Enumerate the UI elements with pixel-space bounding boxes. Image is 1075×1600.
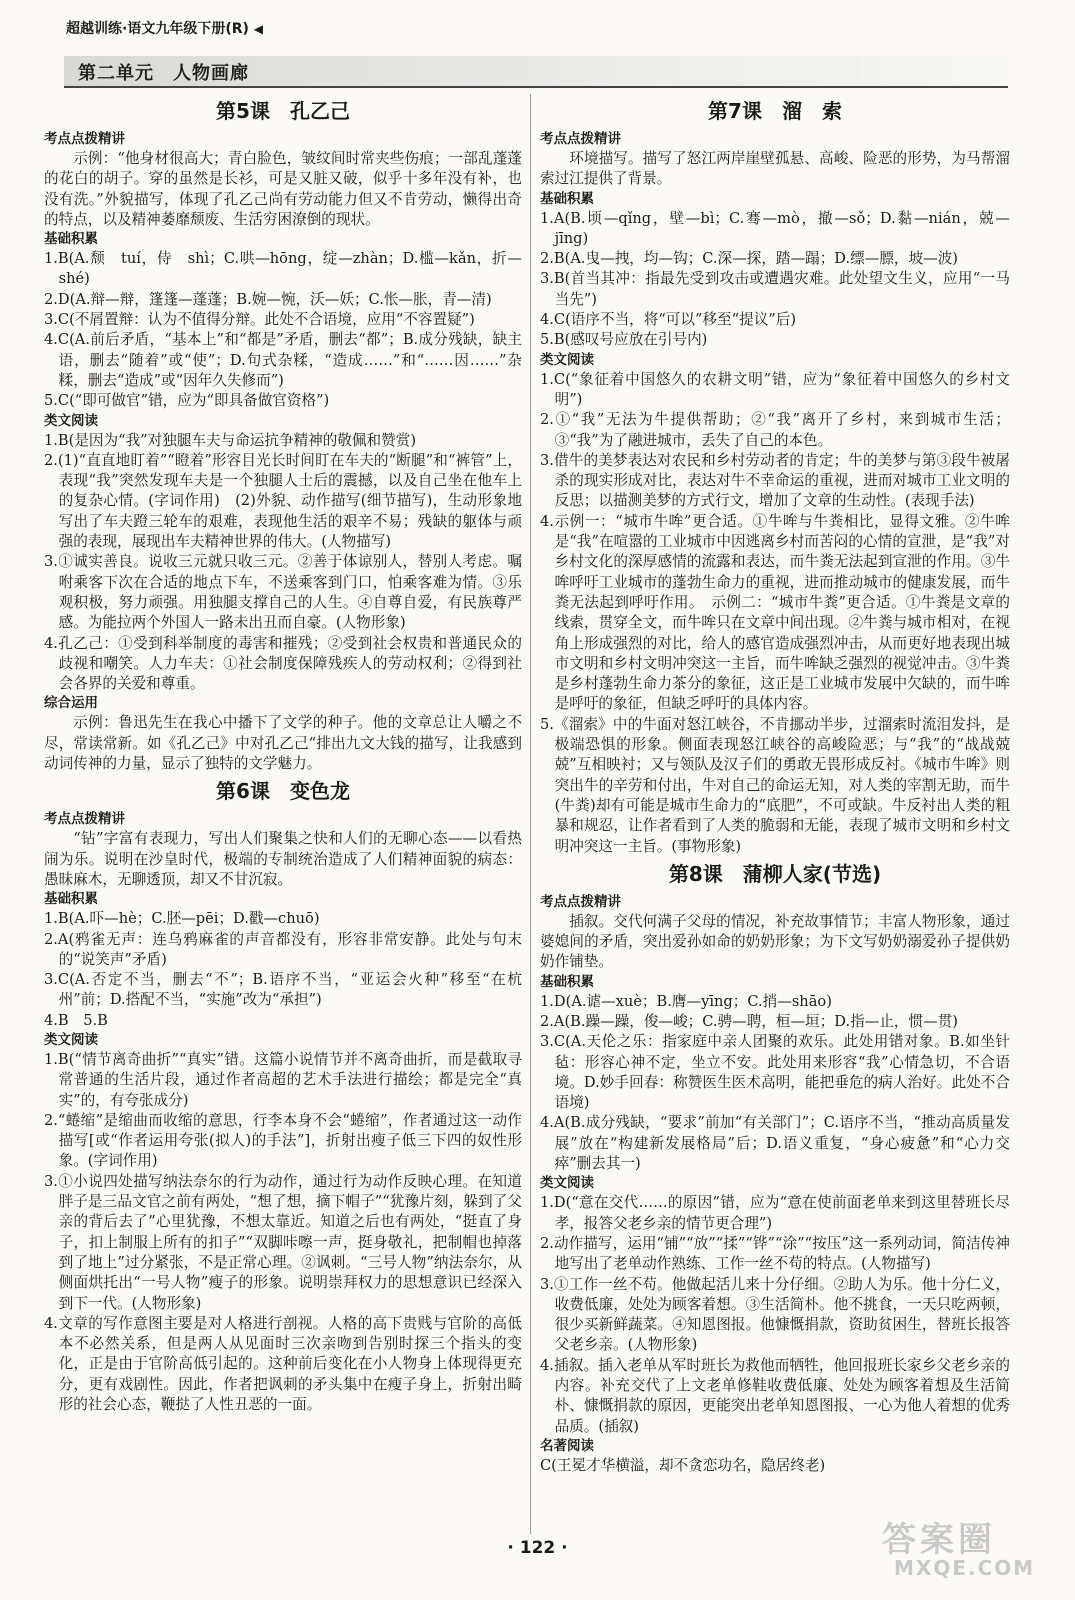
- answer-item: 3.借牛的美梦表达对农民和乡村劳动者的肯定；牛的美梦与第③段牛被屠杀的现实形成对比，表达对牛不幸命运的重视，进而对城市工业文明的反思；以描测美梦的方式行文，增加了文章的生动性。(表现手法): [540, 451, 1010, 510]
- watermark-text: 答案圈: [882, 1520, 996, 1560]
- header-arrow-icon: ◀: [253, 22, 264, 36]
- answer-item: 3.①工作一丝不苟。他做起活儿来十分仔细。②助人为乐。他十分仁义，收费低廉，处处为顾客着想。③生活简朴。他不挑食，一天只吃两顿，很少买新鲜蔬菜。④知恩图报。他慷慨捐款，资助贫困生，替班长报答父老乡亲。(人物形象): [540, 1275, 1010, 1354]
- left-column: [44, 94, 522, 1415]
- answer-item: 4.示例一：“城市牛哞”更合适。①牛哞与牛粪相比，显得文雅。②牛哞是“我”在喧嚣的工业城市中因逃离乡村而苦闷的心情的宣泄，是“我”对乡村文化的深厚感情的流露和表达，而牛粪无法起到宣泄的作用。③牛哞呼吁工业城市的蓬勃生命力的重视，进而推动城市的健康发展，而牛粪无法起到呼吁作用。 示例二：“城市牛粪”更合适。①牛粪是文章的线索，贯穿全文，而牛哞只在文章中间出现。②牛粪与城市相对，在视角上形成强烈的对比，给人的感官造成强烈冲击，从而更好地表现出城市文明和乡村文明冲突这一主旨，而牛哞缺乏强烈的视觉冲击。③牛粪是乡村蓬勃生命力茶分的象征，这正是工业城市发展中欠缺的，而牛哞是呼吁的象征，但缺乏呼吁的具体内容。: [540, 512, 1010, 713]
- watermark-logo: [876, 1510, 1046, 1584]
- answer-item: 3.C(A.否定不当，删去“不”；B.语序不当，“亚运会火种”移至“在杭州”前；D.搭配不当，“实施”改为“承担”): [44, 971, 522, 1009]
- section-heading: 基础积累: [44, 891, 98, 908]
- answer-item: 4.文章的写作意图主要是对人格进行剖视。人格的高下贵贱与官阶的高低本不必然关系，但是两人从见面时三次亲吻到告别时探三个指头的变化，正是由于官阶高低引起的。这种前后变化在小人物身上体现得更充分，更有戏剧性。因此，作者把讽刺的矛头集中在瘦子身上，折射出畸形的社会心态，鞭挞了人性丑恶的一面。: [44, 1314, 522, 1414]
- section-heading: 考点点拨精讲: [44, 811, 125, 828]
- answer-item: 3.①诚实善良。说收三元就只收三元。②善于体谅别人，替别人考虑。嘱咐乘客下次在合适的地点下车，不送乘客到门口，怕乘客难为情。③乐观积极，努力顽强。用独腿支撑自己的人生。④自尊自爱，有民族尊严感。为能拉两个外国人一路未出丑而自豪。(人物形象): [44, 553, 522, 632]
- answer-item: C(王冕才华横溢，却不贪恋功名，隐居终老): [540, 1456, 826, 1474]
- answer-item: 4.C(A.前后矛盾，“基本上”和“都是”矛盾，删去“都”；B.成分残缺，缺主语，删去“随着”或“使”；D.句式杂糅，“造成……”和“……因……”杂糅，删去“造成”或“因年久失修而”): [44, 331, 522, 389]
- answer-item: 2.“蜷缩”是缩曲而收缩的意思，行李本身不会“蜷缩”，作者通过这一动作描写[或“作者运用夸张(拟人)的手法”]，折射出瘦子低三下四的奴性形象。(字词作用): [44, 1111, 522, 1170]
- header-text: 超越训练·语文九年级下册(R): [66, 21, 249, 37]
- answer-item: 5.《溜索》中的牛面对怒江峡谷，不肯挪动半步，过溜索时流泪发抖，是极端恐惧的形象。侧面表现怒江峡谷的高峻险恶；与“我”的“战战兢兢”互相映衬；又与领队及汉子们的勇敢无畏形成反衬。《城市牛哞》则突出牛的辛劳和付出，牛对自己的命运无知，对人类的宰割无助，而牛(牛粪)却有可能是城市生命力的“底肥”，不可或缺。牛反衬出人类的粗暴和规忍，让作者看到了人类的脆弱和无能，表现了城市文明和乡村文明冲突这一主旨。(事物形象): [540, 715, 1010, 855]
- paragraph: 环境描写。描写了怒江两岸崖壁孤悬、高峻、险恶的形势，为马帮溜索过江提供了背景。: [540, 150, 1010, 188]
- section-heading: 综合运用: [44, 695, 98, 712]
- answer-item: 1.B(A.吓—hè；C.胚—pēi；D.戳—chuō): [44, 910, 320, 928]
- running-header: [66, 18, 263, 38]
- section-heading: 基础积累: [540, 973, 594, 990]
- section-heading: 考点点拨精讲: [540, 893, 621, 910]
- answer-item: 4.插叙。插入老单从军时班长为救他而牺牲，他回报班长家乡父老乡亲的内容。补充交代了上文老单修鞋收费低廉、处处为顾客着想及生活简朴、慷慨捐款的原因，更能突出老单知恩图报、一心为他人着想的优秀品质。(插叙): [540, 1356, 1010, 1435]
- answer-item: 4.C(语序不当，将“可以”移至“提议”后): [540, 311, 797, 329]
- answer-item: 1.B(A.颓 tuí，侍 shì；C.哄—hōng，绽—zhàn；D.槛—kǎn，折—shé): [44, 250, 522, 288]
- answer-item: 2.(1)“直直地盯着”“瞪着”形容目光长时间盯在车夫的“断腿”和“裤管”上，表现“我”突然发现车夫是一个独腿人士后的震撼，以及自己坐在他车上的复杂心情。(字词作用) (2)外貌、动作描写(细节描写)，生动形象地写出了车夫蹬三轮车的艰难，表现他生活的艰辛不易；残缺的躯体与顽强的表现，展现出车夫精神世界的伟大。(人物描写): [44, 451, 522, 551]
- answer-item: 4.B 5.B: [44, 1011, 108, 1029]
- answer-item: 4.孔乙己：①受到科举制度的毒害和摧残；②受到社会权贵和普通民众的歧视和嘲笑。人力车夫：①社会制度保障残疾人的劳动权利；②得到社会各界的关爱和尊重。: [44, 634, 522, 693]
- paragraph: “钻”字富有表现力，写出人们聚集之快和人们的无聊心态——以看热闹为乐。说明在沙皇时代，极端的专制统治造成了人们精神面貌的病态：愚昧麻木，无聊透顶，却又不甘沉寂。: [44, 830, 522, 888]
- lesson-8-title: 第8课 蒲柳人家(节选): [668, 861, 882, 886]
- paragraph: 示例：“他身材很高大；青白脸色，皱纹间时常夹些伤痕；一部乱蓬蓬的花白的胡子。穿的虽然是长衫，可是又脏又破，似乎十多年没有补，也没有洗。”外貌描写，体现了孔乙己尚有劳动能力但又不肯劳动，懒得出奇的特点，以及精神萎靡颓废、生活穷困潦倒的现状。: [44, 150, 522, 228]
- answer-item: 1.A(B.顷—qǐng，壁—bì；C.骞—mò，撤—sǒ；D.黏—nián，兢—jīng): [540, 209, 1010, 247]
- section-heading: 类文阅读: [44, 1031, 98, 1048]
- answer-item: 2.A(鸦雀无声：连乌鸦麻雀的声音都没有，形容非常安静。此处与句末的“说笑声”矛盾): [44, 930, 522, 968]
- section-heading: 基础积累: [44, 231, 98, 248]
- answer-item: 2.B(A.曳—拽，均—钩；C.深—探，踏—蹋；D.缥—膘，坡—波): [540, 250, 958, 268]
- answer-item: 3.①小说四处描写纳法奈尔的行为动作，通过行为动作反映心理。在知道胖子是三品文官之前有两处，“想了想，摘下帽子”“犹豫片刻，躲到了父亲的背后去了”心里犹豫，不想太靠近。知道之后也有两处，“挺直了身子，扣上制服上所有的扣子”“双脚咔嚓一声，挺身敬礼，把制帽也掉落到了地上”过分紧张，不是正常心理。②讽刺。“三号人物”纳法奈尔，从侧面烘托出“一号人物”瘦子的形象。说明崇拜权力的思想意识已经深入到下一代。(人物形象): [44, 1172, 522, 1312]
- section-heading: 名著阅读: [540, 1437, 594, 1454]
- answer-item: 3.C(A.天伦之乐：指家庭中亲人团聚的欢乐。此处用错对象。B.如坐针毡：形容心神不定，坐立不安。此处用来形容“我”心情急切，不合语境。D.妙手回春：称赞医生医术高明，能把垂危的病人治好。此处不合语境): [540, 1033, 1010, 1112]
- answer-item: 2.D(A.辩—辩，篷篷—蓬蓬；B.婉—惋，沃—妖；C.怅—胀，青—清): [44, 290, 492, 308]
- section-heading: 类文阅读: [540, 351, 594, 368]
- answer-item: 2.A(B.躁—躁，俊—峻；C.骋—聘，桓—垣；D.指—止，惯—贯): [540, 1012, 958, 1030]
- right-column: [540, 94, 1010, 1476]
- answer-item: 2.动作描写，运用“铺”“放”“揉”“铧”“涂”“按压”这一系列动词，简洁传神地写出了老单动作熟练、工作一丝不苟的特点。(人物描写): [540, 1234, 1010, 1273]
- answer-item: 2.①“我”无法为牛提供帮助；②“我”离开了乡村，来到城市生活；③“我”为了融进城市，丢失了自己的本色。: [540, 411, 1010, 449]
- answer-item: 1.D(“意在交代……的原因”错，应为“意在使前面老单来到这里替班长尽孝，报答父老乡亲的情节更合理”): [540, 1194, 1010, 1232]
- answer-item: 1.C(“象征着中国悠久的农耕文明”错，应为“象征着中国悠久的乡村文明”): [540, 370, 1010, 408]
- page-number: · 122 ·: [507, 1538, 568, 1558]
- unit-title-band: [64, 56, 1008, 88]
- column-divider: [530, 94, 531, 1534]
- section-heading: 基础积累: [540, 190, 594, 207]
- answer-item: 3.C(不屑置辩：认为不值得分辩。此处不合语境，应用“不容置疑”): [44, 311, 475, 329]
- section-heading: 考点点拨精讲: [540, 131, 621, 147]
- answer-item: 1.D(A.谑—xuè；B.膺—yīng；C.捎—shāo): [540, 992, 832, 1010]
- unit-title: 第二单元 人物画廊: [78, 63, 249, 84]
- section-heading: 类文阅读: [44, 412, 98, 429]
- watermark-url: MXQE.COM: [894, 1556, 1036, 1580]
- paragraph: 示例：鲁迅先生在我心中播下了文学的种子。他的文章总让人嚼之不尽，常读常新。如《孔乙己》中对孔乙己“排出九文大钱的描写，让我感到动词传神的力量，显示了独特的文学魅力。: [44, 714, 522, 773]
- paragraph: 插叙。交代何满子父母的情况，补充故事情节；丰富人物形象，通过婆媳间的矛盾，突出爱孙如命的奶奶形象；为下文写奶奶溺爱孙子提供奶奶作铺垫。: [540, 912, 1010, 971]
- answer-item: 5.C(“即可做官”错，应为“即具备做官资格”): [44, 392, 330, 410]
- section-heading: 类文阅读: [540, 1175, 594, 1192]
- answer-item: 1.B(是因为“我”对独腿车夫与命运抗争精神的敬佩和赞赏): [44, 431, 417, 449]
- answer-item: 1.B(“情节离奇曲折”“真实”错。这篇小说情节并不离奇曲折，而是截取寻常普通的生活片段，通过作者高超的艺术手法进行描绘；都是完全“真实”的，有夸张成分): [44, 1050, 522, 1109]
- answer-item: 3.B(首当其冲：指最先受到攻击或遭遇灾难。此处望文生义，应用“一马当先”): [540, 270, 1010, 308]
- lesson-7-title: 第7课 溜 索: [708, 99, 842, 123]
- lesson-5-title: 第5课 孔乙己: [216, 99, 350, 123]
- answer-item: 4.A(B.成分残缺，“要求”前加“有关部门”；C.语序不当，“推动高质量发展”放在“构建新发展格局”后；D.语义重复，“身心疲惫”和“心力交瘁”删去其一): [540, 1114, 1010, 1173]
- answer-item: 5.B(感叹号应放在引号内): [540, 331, 708, 349]
- section-heading: 考点点拨精讲: [44, 131, 125, 147]
- lesson-6-title: 第6课 变色龙: [216, 779, 350, 804]
